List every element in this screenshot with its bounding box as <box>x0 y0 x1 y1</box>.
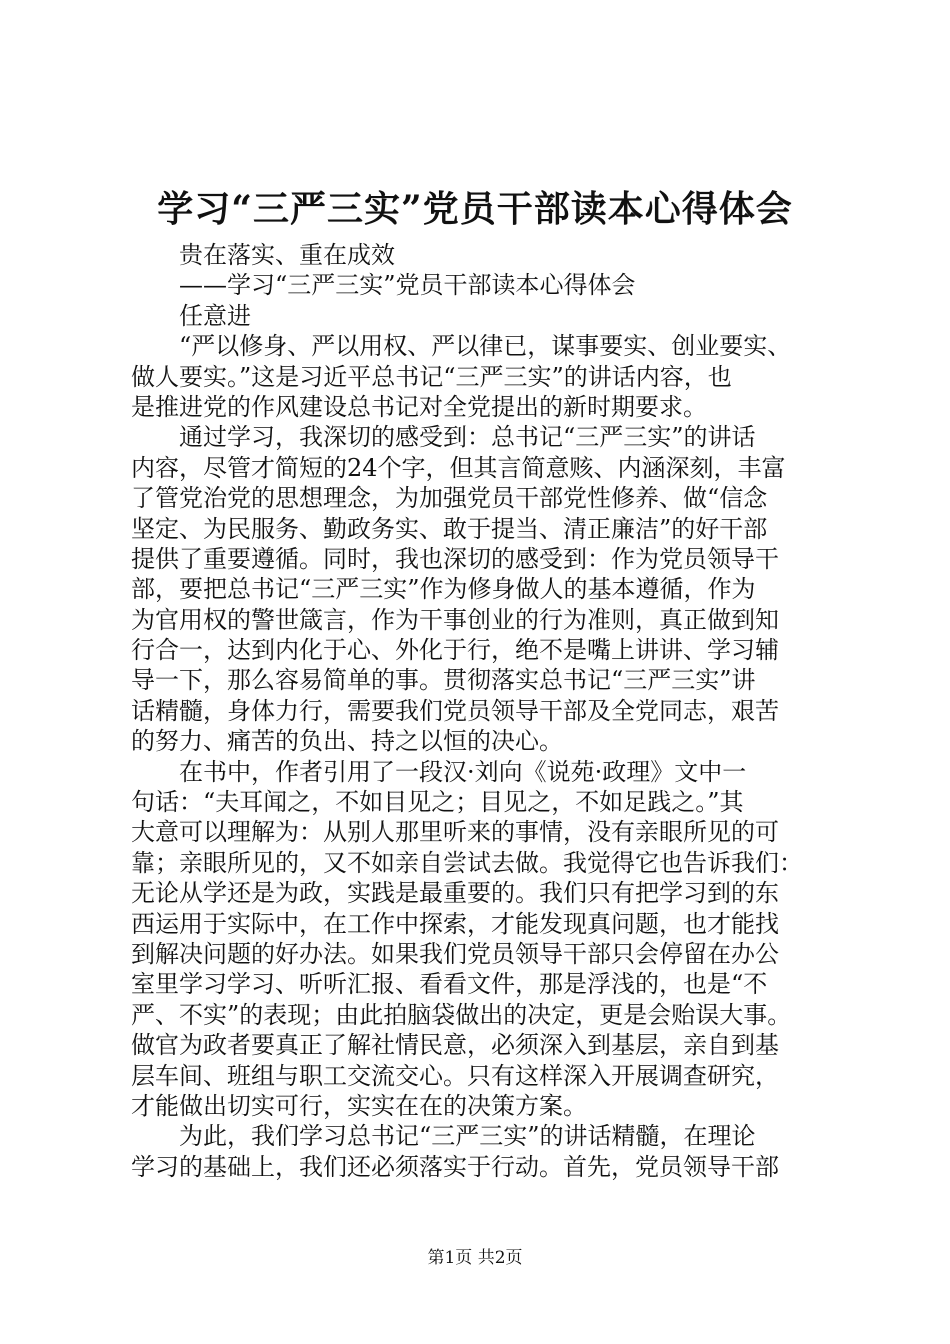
text-line: 做官为政者要真正了解社情民意，必须深入到基层，亲自到基 <box>131 1031 779 1060</box>
text-line: 无论从学还是为政，实践是最重要的。我们只有把学习到的东 <box>131 879 779 908</box>
text-line: “严以修身、严以用权、严以律已，谋事要实、创业要实、 <box>179 332 792 361</box>
text-line: ——学习“三严三实”党员干部读本心得体会 <box>179 271 636 300</box>
text-line: 室里学习学习、听听汇报、看看文件，那是浮浅的，也是“不 <box>131 970 768 999</box>
text-line: 西运用于实际中，在工作中探索，才能发现真问题，也才能找 <box>131 909 779 938</box>
text-line: 到解决问题的好办法。如果我们党员领导干部只会停留在办公 <box>131 939 779 968</box>
text-line: 通过学习，我深切的感受到：总书记“三严三实”的讲话 <box>179 423 756 452</box>
text-line: 在书中，作者引用了一段汉·刘向《说苑·政理》文中一 <box>179 757 747 786</box>
text-line: 提供了重要遵循。同时，我也深切的感受到：作为党员领导干 <box>131 544 779 573</box>
text-line: 靠；亲眼所见的，又不如亲自尝试去做。我觉得它也告诉我们： <box>131 848 803 877</box>
text-line: 话精髓，身体力行，需要我们党员领导干部及全党同志，艰苦 <box>131 696 779 725</box>
text-line: 层车间、班组与职工交流交心。只有这样深入开展调查研究， <box>131 1061 779 1090</box>
text-line: 是推进党的作风建设总书记对全党提出的新时期要求。 <box>131 392 707 421</box>
text-line: 坚定、为民服务、勤政务实、敢于提当、清正廉洁”的好干部 <box>131 514 768 543</box>
text-line: 做人要实。”这是习近平总书记“三严三实”的讲话内容，也 <box>131 362 732 391</box>
text-line: 的努力、痛苦的负出、持之以恒的决心。 <box>131 727 563 756</box>
text-line: 为官用权的警世箴言，作为干事创业的行为准则，真正做到知 <box>131 605 779 634</box>
text-line: 学习的基础上，我们还必须落实于行动。首先，党员领导干部 <box>131 1152 779 1181</box>
text-line: 了管党治党的思想理念，为加强党员干部党性修养、做“信念 <box>131 484 768 513</box>
document-body <box>131 240 831 1182</box>
text-line: 才能做出切实可行，实实在在的决策方案。 <box>131 1091 587 1120</box>
text-line: 任意进 <box>179 301 251 330</box>
text-line: 大意可以理解为：从别人那里听来的事情，没有亲眼所见的可 <box>131 818 779 847</box>
text-line: 严、不实”的表现；由此拍脑袋做出的决定，更是会贻误大事。 <box>131 1000 792 1029</box>
text-line: 行合一，达到内化于心、外化于行，绝不是嘴上讲讲、学习辅 <box>131 636 779 665</box>
text-line: 内容，尽管才简短的24个字，但其言简意赅、内涵深刻，丰富 <box>131 453 786 482</box>
text-line: 贵在落实、重在成效 <box>179 241 395 269</box>
page-footer: 第1页 共2页 <box>427 1248 523 1268</box>
document-title: 学习“三严三实”党员干部读本心得体会 <box>157 188 793 230</box>
text-line: 部，要把总书记“三严三实”作为修身做人的基本遵循，作为 <box>131 575 756 604</box>
text-line: 句话：“夫耳闻之，不如目见之；目见之，不如足践之。”其 <box>131 788 744 817</box>
text-line: 为此，我们学习总书记“三严三实”的讲话精髓，在理论 <box>179 1122 756 1151</box>
text-line: 导一下，那么容易简单的事。贯彻落实总书记“三严三实”讲 <box>131 666 756 695</box>
